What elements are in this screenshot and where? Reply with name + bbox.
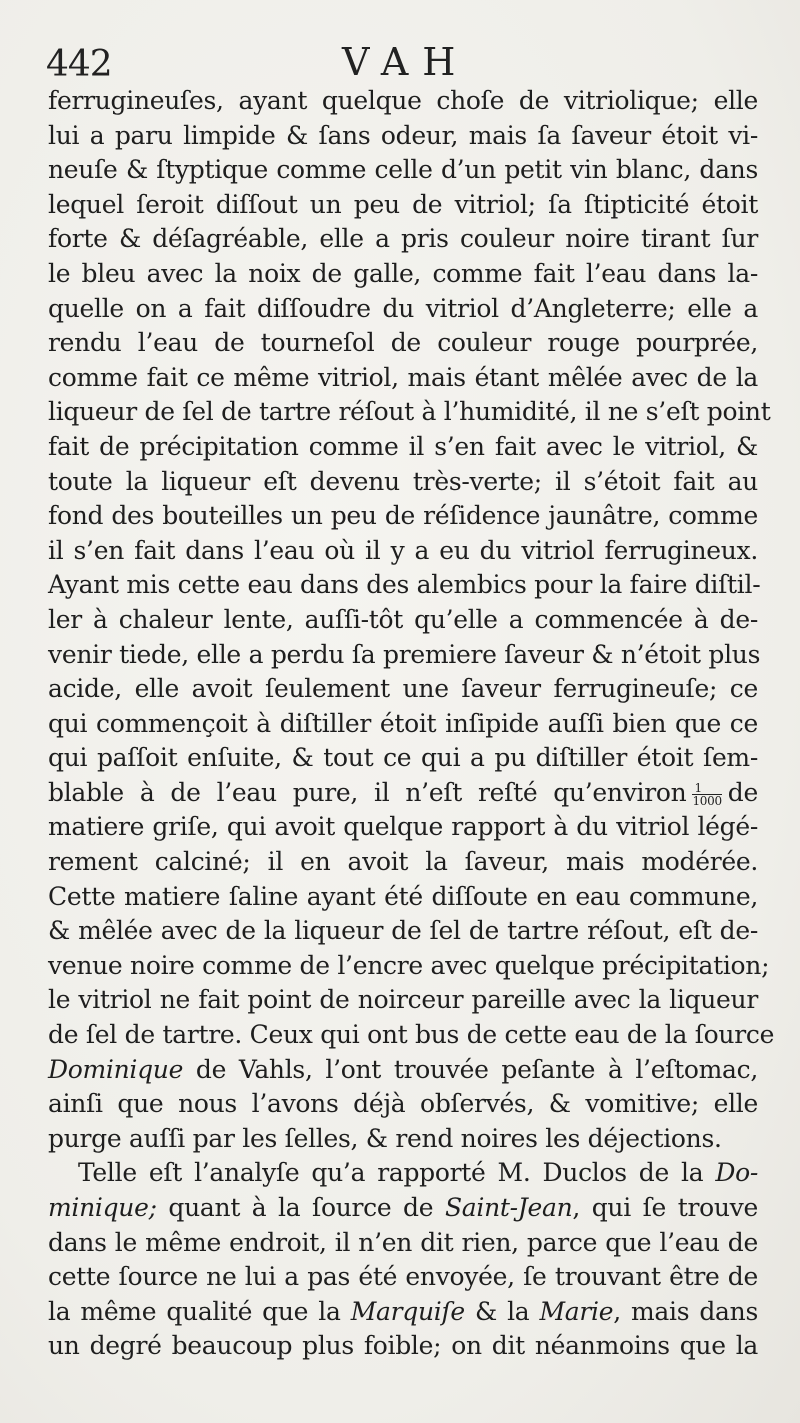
text-line: ler à chaleur lente, auſſi-tôt qu’elle a commencée à de- [48,604,758,634]
paragraph-2-line-4: cette ſource ne lui a pas été envoyée, ſe trouvant être de [48,1262,758,1292]
text-line: forte & déſagréable, elle a pris couleur noire tirant ſur [48,224,758,254]
dominique-line-rest: de Vahls, l’ont trouvée peſante à l’eſtomac, [183,1054,758,1084]
fraction-numerator: 1 [692,782,721,795]
text-line: venir tiede, elle a perdu ſa premiere ſaveur & n’étoit plus [48,639,761,669]
p2-l1-text: Telle eſt l’analyſe qu’a rapporté M. Duclos de la [78,1158,716,1188]
text-line: de ſel de tartre. Ceux qui ont bus de cette eau de la ſource [48,1020,775,1050]
paragraph-1 [48,84,771,776]
p2-l5-italic1: Marquiſe [350,1296,465,1326]
p2-l5-text1: la même qualité que la [48,1296,351,1326]
p2-l5-text2: & la [464,1296,540,1326]
fraction [692,782,721,807]
paragraph-2-line-5 [48,1295,758,1330]
text-line: matiere griſe, qui avoit quelque rapport à du vitriol légé- [48,812,758,842]
text-line: qui commençoit à diſtiller étoit inſipide auſſi bien que ce [48,708,758,738]
text-line-fraction [48,776,758,811]
page-header [46,38,786,88]
text-line: le vitriol ne fait point de noirceur pareille avec la liqueur [48,985,758,1015]
text-line: le bleu avec la noix de galle, comme fait l’eau dans la- [48,258,758,288]
text-line: Cette matiere ſaline ayant été diſſoute en eau commune, [48,881,758,911]
text-line: quelle on a fait diſſoudre du vitriol d’Angleterre; elle a [48,293,758,323]
text-line: Ayant mis cette eau dans des alembics pour la faire diſtil- [48,570,761,600]
paragraph-2-line-2 [48,1191,758,1226]
text-line: comme fait ce même vitriol, mais étant mêlée avec de la [48,362,758,392]
p2-l2-italic: minique; [48,1193,157,1222]
text-line: liqueur de ſel de tartre réſout à l’humidité, il ne s’eſt point [48,397,771,427]
italic-dominique: Dominique [48,1054,184,1084]
text-line: toute la liqueur eſt devenu très-verte; il s’étoit fait au [48,466,758,496]
fraction-line-before: blable à de l’eau pure, il n’eſt reſté qu’environ [48,777,687,807]
text-line: rendu l’eau de tourneſol de couleur rouge pourprée, [48,328,758,358]
text-line: acide, elle avoit ſeulement une ſaveur ferrugineuſe; ce [48,674,758,704]
paragraph-2-line-6: un degré beaucoup plus foible; on dit néanmoins que la [48,1331,758,1361]
paragraph-1-last-line: purge auſſi par les ſelles, & rend noires les déjections. [48,1123,722,1153]
body-text [48,84,775,1364]
text-line: lequel ſeroit diſſout un peu de vitriol; ſa ſtipticité étoit [48,189,758,219]
text-line: ainſi que nous l’avons déjà obſervés, & vomitive; elle [48,1089,758,1119]
paragraph-2-line-3: dans le même endroit, il n’en dit rien, parce que l’eau de [48,1227,758,1257]
text-line: neuſe & ſtyptique comme celle d’un petit vin blanc, dans [48,155,758,185]
text-line: & mêlée avec de la liqueur de ſel de tartre réſout, eſt de- [48,916,758,946]
paragraph-1-continued [48,810,775,1052]
text-line: fond des bouteilles un peu de réſidence jaunâtre, comme [48,501,758,531]
p2-l2-italic2: Saint-Jean [444,1193,573,1222]
text-line: rement calciné; il en avoit la ſaveur, mais modérée. [48,847,758,877]
running-head: VAH [342,40,470,84]
fraction-line-after: de [727,777,758,807]
paragraph-2-line-1 [48,1156,758,1191]
text-line-dominique [48,1053,758,1088]
paragraph-1-end [48,1087,758,1122]
p2-l2-text1: quant à la ſource de [156,1193,445,1222]
text-line: qui paſſoit enſuite, & tout ce qui a pu diſtiller étoit ſem- [48,743,758,773]
text-line: lui a paru limpide & ſans odeur, mais ſa ſaveur étoit vi- [48,120,758,150]
fraction-denominator: 1000 [692,793,722,808]
text-line: fait de précipitation comme il s’en fait avec le vitriol, & [48,431,758,461]
p2-l2-text2: , qui ſe trouve [572,1193,758,1222]
text-line: il s’en fait dans l’eau où il y a eu du vitriol ferrugineux. [48,535,758,565]
p2-l5-italic2: Marie [539,1296,614,1326]
page-number: 442 [46,44,112,85]
p2-l5-text3: , mais dans [613,1296,758,1326]
p2-l1-italic: Do- [715,1158,758,1188]
text-line: venue noire comme de l’encre avec quelque précipitation; [48,950,770,980]
text-line: ferrugineuſes, ayant quelque choſe de vitriolique; elle [48,86,758,115]
